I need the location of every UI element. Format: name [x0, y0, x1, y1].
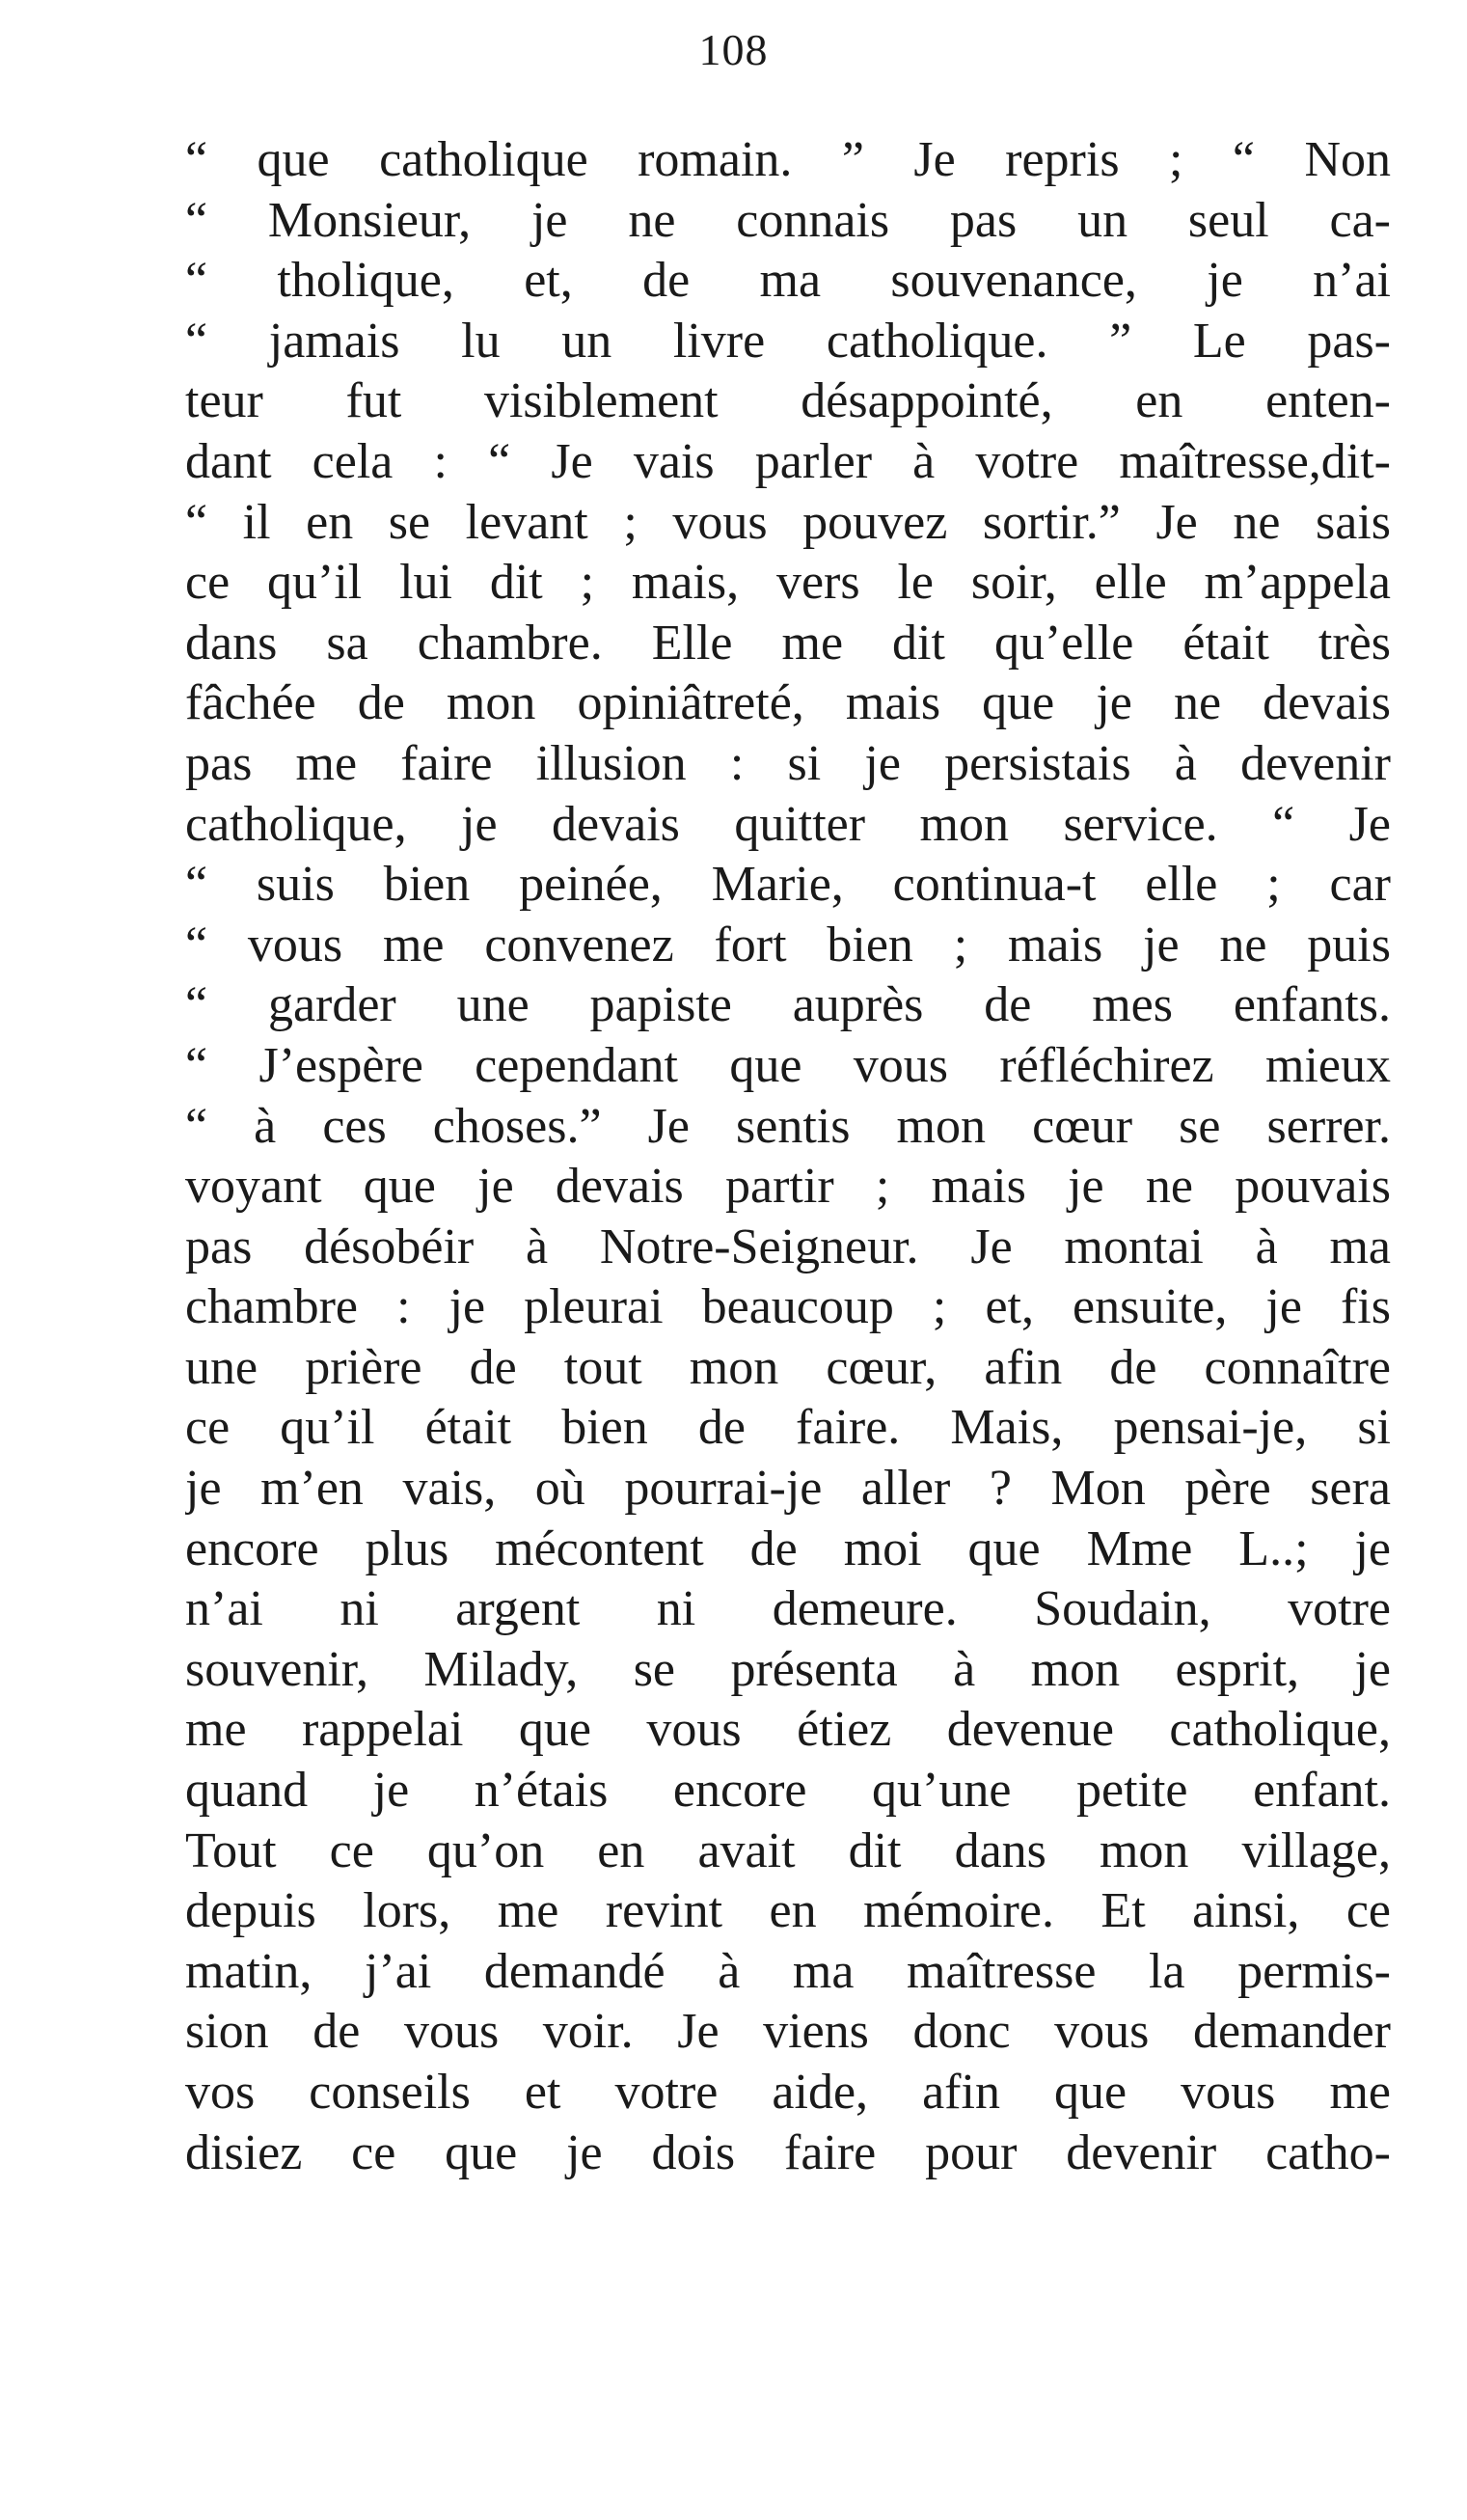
- text-line: matin, j’ai demandé à ma maîtresse la permis-: [185, 1943, 1391, 1999]
- text-line: Tout ce qu’on en avait dit dans mon village,: [185, 1822, 1391, 1878]
- text-line: vos conseils et votre aide, afin que vous me: [185, 2065, 1391, 2120]
- text-line: dant cela : “ Je vais parler à votre maîtresse,dit-: [185, 433, 1391, 489]
- text-line: “ que catholique romain. ” Je repris ; “ Non: [185, 132, 1391, 187]
- text-line: teur fut visiblement désappointé, en enten-: [185, 373, 1391, 429]
- text-line: “ jamais lu un livre catholique. ” Le pas-: [185, 313, 1391, 369]
- text-line: chambre : je pleurai beaucoup ; et, ensuite, je fis: [185, 1279, 1391, 1335]
- text-line: ce qu’il lui dit ; mais, vers le soir, elle m’appela: [185, 555, 1391, 611]
- text-line: ce qu’il était bien de faire. Mais, pensai-je, si: [185, 1400, 1391, 1456]
- text-line: souvenir, Milady, se présenta à mon esprit, je: [185, 1641, 1391, 1697]
- text-line: dans sa chambre. Elle me dit qu’elle était très: [185, 615, 1391, 671]
- text-line: encore plus mécontent de moi que Mme L..; je: [185, 1520, 1391, 1576]
- text-line: voyant que je devais partir ; mais je ne pouvais: [185, 1159, 1391, 1215]
- body-text: [185, 130, 1391, 2183]
- text-line: disiez ce que je dois faire pour devenir catho-: [185, 2124, 1391, 2180]
- text-line: “ J’espère cependant que vous réfléchirez mieux: [185, 1037, 1391, 1093]
- text-line: n’ai ni argent ni demeure. Soudain, votre: [185, 1581, 1391, 1637]
- text-line: “ suis bien peinée, Marie, continua-t elle ; car: [185, 857, 1391, 913]
- text-line: “ à ces choses.” Je sentis mon cœur se serrer.: [185, 1098, 1391, 1154]
- text-line: quand je n’étais encore qu’une petite enfant.: [185, 1763, 1391, 1819]
- text-line: pas me faire illusion : si je persistais à devenir: [185, 735, 1391, 791]
- text-line: je m’en vais, où pourrai-je aller ? Mon père sera: [185, 1461, 1391, 1517]
- text-line: pas désobéir à Notre-Seigneur. Je montai à ma: [185, 1219, 1391, 1274]
- text-line: “ garder une papiste auprès de mes enfants.: [185, 977, 1391, 1033]
- text-line: une prière de tout mon cœur, afin de connaître: [185, 1339, 1391, 1395]
- text-line: catholique, je devais quitter mon service. “ Je: [185, 796, 1391, 852]
- text-line: “ il en se levant ; vous pouvez sortir.” Je ne sais: [185, 494, 1391, 550]
- text-line: depuis lors, me revint en mémoire. Et ainsi, ce: [185, 1883, 1391, 1939]
- text-line: “ vous me convenez fort bien ; mais je ne puis: [185, 917, 1391, 972]
- text-line: “ Monsieur, je ne connais pas un seul ca-: [185, 192, 1391, 248]
- page-number: 108: [698, 25, 769, 74]
- text-line: me rappelai que vous étiez devenue catholique,: [185, 1702, 1391, 1758]
- text-line: “ tholique, et, de ma souvenance, je n’ai: [185, 253, 1391, 309]
- text-line: sion de vous voir. Je viens donc vous demander: [185, 2004, 1391, 2060]
- text-line: fâchée de mon opiniâtreté, mais que je ne devais: [185, 675, 1391, 731]
